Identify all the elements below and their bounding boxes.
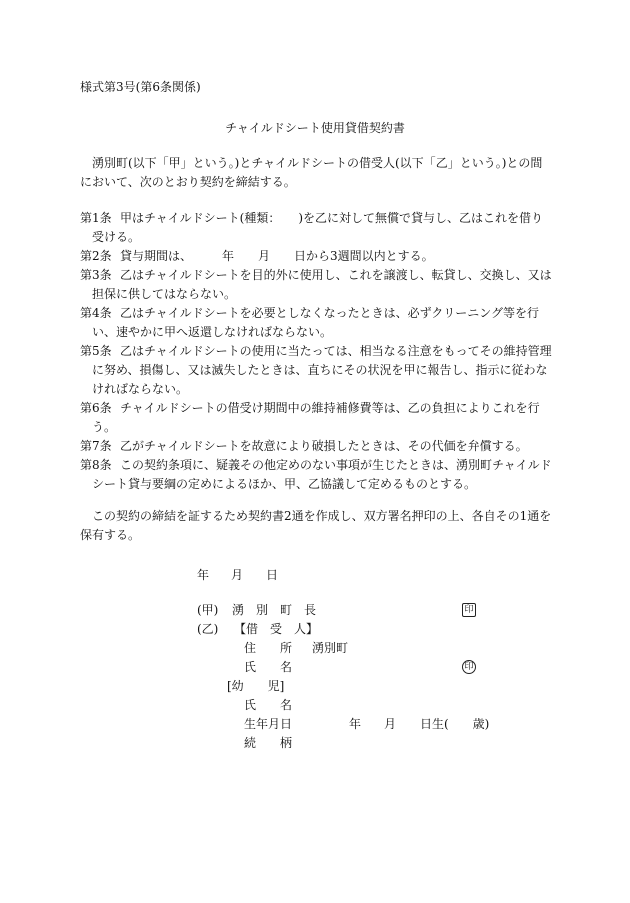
birth-month: 月	[384, 717, 397, 731]
date-month: 月	[231, 568, 244, 582]
article-number: 第4条	[80, 306, 112, 320]
article-text: 貸与期間は、 年 月 日から3週間以内とする。	[120, 249, 434, 263]
intro-paragraph: 湧別町(以下「甲」という。)とチャイルドシートの借受人(以下「乙」という。)との間において、次のとおり契約を締結する。	[80, 156, 543, 189]
name-label: 氏 名	[244, 660, 293, 674]
party-a-label: (甲)	[197, 603, 219, 617]
article-8	[80, 456, 552, 494]
seal-a-mark: 印	[462, 603, 476, 617]
seal-b-mark: 印	[462, 660, 476, 674]
form-number: 様式第3号(第6条関係)	[80, 80, 201, 94]
closing-paragraph: この契約の締結を証するため契約書2通を作成し、双方署名押印の上、各自その1通を保有する。	[80, 509, 552, 542]
article-6	[80, 399, 552, 437]
article-5	[80, 342, 552, 399]
article-4	[80, 304, 552, 342]
article-7	[80, 437, 552, 456]
child-heading: [幼 児]	[227, 679, 285, 693]
article-text: チャイルドシートの借受け期間中の維持補修費等は、乙の負担によりこれを行う。	[92, 401, 540, 434]
article-text: 乙はチャイルドシートを必要としなくなったときは、必ずクリーニング等を行い、速やかに甲へ返還しなければならない。	[92, 306, 540, 339]
child-name-label: 氏 名	[244, 698, 293, 712]
article-number: 第3条	[80, 268, 112, 282]
date-day: 日	[266, 568, 279, 582]
article-3	[80, 266, 552, 304]
article-number: 第8条	[80, 458, 112, 472]
party-b-role: 【借 受 人】	[234, 622, 319, 636]
birthdate-label: 生年月日	[244, 717, 293, 731]
relation-label: 続 柄	[244, 736, 293, 750]
article-number: 第5条	[80, 344, 112, 358]
article-number: 第1条	[80, 211, 112, 225]
birth-day-age: 日生( 歳)	[420, 717, 490, 731]
article-text: この契約条項に、疑義その他定めのない事項が生じたときは、湧別町チャイルドシート貸与要綱の定めによるほか、甲、乙協議して定めるものとする。	[92, 458, 552, 491]
article-number: 第2条	[80, 249, 112, 263]
party-a-title: 湧 別 町 長	[232, 603, 317, 617]
article-list	[80, 209, 552, 494]
article-1	[80, 209, 552, 247]
article-text: 乙はチャイルドシートを目的外に使用し、これを譲渡し、転貸し、交換し、又は担保に供してはならない。	[92, 268, 552, 301]
document-title: チャイルドシート使用貸借契約書	[225, 121, 405, 135]
article-number: 第6条	[80, 401, 112, 415]
article-text: 甲はチャイルドシート(種類： )を乙に対して無償で貸与し、乙はこれを借り受ける。	[92, 211, 544, 244]
address-label: 住 所	[244, 641, 293, 655]
article-number: 第7条	[80, 439, 112, 453]
address-value: 湧別町	[312, 641, 349, 655]
article-2	[80, 247, 552, 266]
birth-year: 年	[349, 717, 362, 731]
article-text: 乙はチャイルドシートの使用に当たっては、相当なる注意をもってその維持管理に努め、損傷し、又は滅失したときは、直ちにその状況を甲に報告し、指示に従わなければならない。	[92, 344, 552, 396]
party-b-label: (乙)	[197, 622, 219, 636]
article-text: 乙がチャイルドシートを故意により破損したときは、その代価を弁償する。	[120, 439, 528, 453]
date-year: 年	[197, 568, 210, 582]
